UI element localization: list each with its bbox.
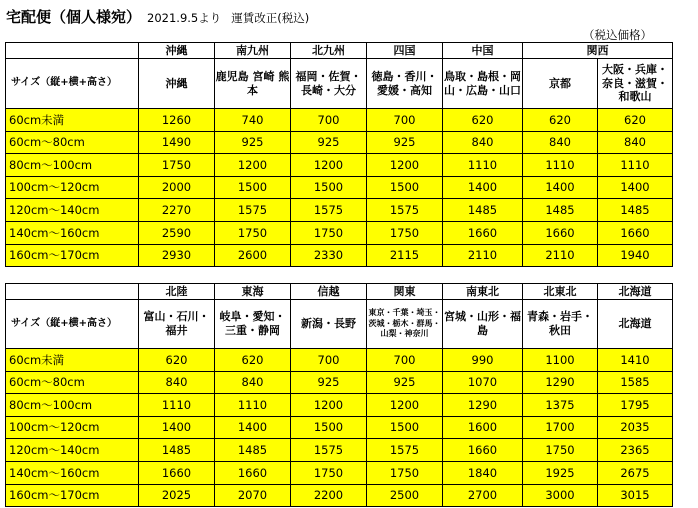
- price-cell: 1750: [215, 221, 291, 244]
- price-cell: 1575: [291, 439, 367, 462]
- size-cell: 80cm～100cm: [6, 154, 139, 177]
- prefecture-header: 徳島・香川・愛媛・高知: [367, 59, 443, 109]
- price-cell: 620: [215, 349, 291, 372]
- price-cell: 1260: [139, 109, 215, 132]
- price-cell: 1840: [443, 461, 523, 484]
- price-cell: 925: [215, 131, 291, 154]
- price-cell: 2365: [598, 439, 673, 462]
- price-cell: 1750: [523, 439, 598, 462]
- price-cell: 3000: [523, 484, 598, 507]
- price-cell: 620: [598, 109, 673, 132]
- price-cell: 2000: [139, 176, 215, 199]
- price-cell: 620: [523, 109, 598, 132]
- prefecture-header: 沖縄: [139, 59, 215, 109]
- price-cell: 1750: [139, 154, 215, 177]
- price-cell: 2035: [598, 416, 673, 439]
- region-header-row: [6, 43, 673, 59]
- price-cell: 2110: [443, 244, 523, 267]
- prefecture-header: 東京・千葉・埼玉・茨城・栃木・群馬・山梨・神奈川: [367, 300, 443, 349]
- price-cell: 740: [215, 109, 291, 132]
- price-cell: 2200: [291, 484, 367, 507]
- size-cell: 60cm未満: [6, 109, 139, 132]
- price-cell: 1500: [367, 416, 443, 439]
- price-cell: 1485: [139, 439, 215, 462]
- table-row: [6, 109, 673, 132]
- price-cell: 1700: [523, 416, 598, 439]
- region-header: 沖縄: [139, 43, 215, 59]
- price-cell: 1200: [215, 154, 291, 177]
- table-row: [6, 461, 673, 484]
- corner-cell: [6, 43, 139, 59]
- price-cell: 1750: [367, 461, 443, 484]
- table-row: [6, 154, 673, 177]
- size-cell: 160cm～170cm: [6, 244, 139, 267]
- price-cell: 1200: [291, 394, 367, 417]
- size-cell: 100cm～120cm: [6, 416, 139, 439]
- price-cell: 1070: [443, 371, 523, 394]
- size-cell: 140cm～160cm: [6, 221, 139, 244]
- price-cell: 2930: [139, 244, 215, 267]
- price-cell: 1750: [367, 221, 443, 244]
- price-cell: 1940: [598, 244, 673, 267]
- price-cell: 2270: [139, 199, 215, 222]
- prefecture-header-row: [6, 59, 673, 109]
- price-cell: 2675: [598, 461, 673, 484]
- price-cell: 2330: [291, 244, 367, 267]
- price-cell: 1400: [139, 416, 215, 439]
- price-cell: 2600: [215, 244, 291, 267]
- price-cell: 1375: [523, 394, 598, 417]
- region-header-row: [6, 284, 673, 300]
- prefecture-header: 岐阜・愛知・三重・静岡: [215, 300, 291, 349]
- price-cell: 1500: [291, 416, 367, 439]
- table-row: [6, 439, 673, 462]
- price-cell: 925: [367, 371, 443, 394]
- price-cell: 1485: [443, 199, 523, 222]
- price-cell: 1660: [443, 439, 523, 462]
- price-cell: 2700: [443, 484, 523, 507]
- price-cell: 1100: [523, 349, 598, 372]
- price-cell: 1660: [598, 221, 673, 244]
- size-cell: 140cm～160cm: [6, 461, 139, 484]
- price-cell: 2115: [367, 244, 443, 267]
- prefecture-header: 大阪・兵庫・奈良・滋賀・和歌山: [598, 59, 673, 109]
- price-cell: 2070: [215, 484, 291, 507]
- price-cell: 1200: [367, 154, 443, 177]
- table-row: [6, 221, 673, 244]
- size-cell: 60cm～80cm: [6, 131, 139, 154]
- region-header: 北海道: [598, 284, 673, 300]
- price-cell: 1750: [291, 221, 367, 244]
- price-cell: 1485: [598, 199, 673, 222]
- region-header: 南東北: [443, 284, 523, 300]
- price-cell: 620: [443, 109, 523, 132]
- size-cell: 120cm～140cm: [6, 199, 139, 222]
- region-header: 北九州: [291, 43, 367, 59]
- price-cell: 1575: [291, 199, 367, 222]
- price-cell: 1585: [598, 371, 673, 394]
- price-cell: 1110: [443, 154, 523, 177]
- size-cell: 100cm～120cm: [6, 176, 139, 199]
- region-header: 北陸: [139, 284, 215, 300]
- price-cell: 1110: [523, 154, 598, 177]
- region-header: 中国: [443, 43, 523, 59]
- size-column-header: サイズ（縦+横+高さ）: [6, 59, 139, 109]
- price-cell: 1750: [291, 461, 367, 484]
- price-cell: 1660: [523, 221, 598, 244]
- price-cell: 1500: [215, 176, 291, 199]
- prefecture-header: 鳥取・島根・岡山・広島・山口: [443, 59, 523, 109]
- price-cell: 1490: [139, 131, 215, 154]
- price-cell: 1500: [291, 176, 367, 199]
- price-cell: 840: [215, 371, 291, 394]
- page-title-area: [6, 6, 309, 27]
- price-cell: 925: [291, 131, 367, 154]
- price-cell: 925: [367, 131, 443, 154]
- prefecture-header: 富山・石川・福井: [139, 300, 215, 349]
- rate-table-west: [5, 42, 673, 267]
- price-cell: 1200: [291, 154, 367, 177]
- price-cell: 1660: [215, 461, 291, 484]
- prefecture-header-row: [6, 300, 673, 349]
- size-cell: 60cm未満: [6, 349, 139, 372]
- region-header: 信越: [291, 284, 367, 300]
- table-row: [6, 394, 673, 417]
- region-header: 東海: [215, 284, 291, 300]
- tax-included-note: （税込価格）: [583, 28, 652, 42]
- price-cell: 1400: [215, 416, 291, 439]
- price-cell: 1660: [139, 461, 215, 484]
- size-cell: 120cm～140cm: [6, 439, 139, 462]
- size-cell: 60cm～80cm: [6, 371, 139, 394]
- price-cell: 1575: [215, 199, 291, 222]
- corner-cell: [6, 284, 139, 300]
- price-cell: 1400: [523, 176, 598, 199]
- price-cell: 1410: [598, 349, 673, 372]
- table-row: [6, 484, 673, 507]
- price-cell: 1290: [443, 394, 523, 417]
- prefecture-header: 新潟・長野: [291, 300, 367, 349]
- prefecture-header: 福岡・佐賀・長崎・大分: [291, 59, 367, 109]
- prefecture-header: 北海道: [598, 300, 673, 349]
- price-cell: 700: [291, 349, 367, 372]
- price-cell: 1110: [598, 154, 673, 177]
- price-cell: 2110: [523, 244, 598, 267]
- price-cell: 2025: [139, 484, 215, 507]
- price-cell: 1575: [367, 199, 443, 222]
- price-cell: 840: [139, 371, 215, 394]
- price-cell: 1600: [443, 416, 523, 439]
- price-cell: 1290: [523, 371, 598, 394]
- region-header: 四国: [367, 43, 443, 59]
- page-title: 宅配便（個人様宛）: [6, 8, 142, 26]
- price-cell: 1485: [215, 439, 291, 462]
- rate-table-east: [5, 283, 673, 507]
- prefecture-header: 青森・岩手・秋田: [523, 300, 598, 349]
- price-cell: 2500: [367, 484, 443, 507]
- prefecture-header: 京都: [523, 59, 598, 109]
- price-cell: 3015: [598, 484, 673, 507]
- price-cell: 1110: [139, 394, 215, 417]
- price-cell: 840: [523, 131, 598, 154]
- price-cell: 1400: [598, 176, 673, 199]
- price-cell: 1400: [443, 176, 523, 199]
- price-cell: 1500: [367, 176, 443, 199]
- price-cell: 2590: [139, 221, 215, 244]
- region-header: 関東: [367, 284, 443, 300]
- table-row: [6, 199, 673, 222]
- region-header: 南九州: [215, 43, 291, 59]
- table-row: [6, 416, 673, 439]
- price-cell: 990: [443, 349, 523, 372]
- prefecture-header: 宮城・山形・福島: [443, 300, 523, 349]
- price-cell: 1110: [215, 394, 291, 417]
- price-cell: 1660: [443, 221, 523, 244]
- price-cell: 925: [291, 371, 367, 394]
- table-row: [6, 349, 673, 372]
- region-header: 北東北: [523, 284, 598, 300]
- price-cell: 620: [139, 349, 215, 372]
- size-column-header: サイズ（縦+横+高さ）: [6, 300, 139, 349]
- effective-date: 2021.9.5より: [147, 11, 222, 25]
- price-cell: 840: [443, 131, 523, 154]
- size-cell: 160cm～170cm: [6, 484, 139, 507]
- price-cell: 1795: [598, 394, 673, 417]
- revision-note: 運賃改正(税込): [231, 11, 310, 25]
- table-row: [6, 131, 673, 154]
- price-cell: 1485: [523, 199, 598, 222]
- price-cell: 840: [598, 131, 673, 154]
- table-row: [6, 244, 673, 267]
- price-cell: 700: [291, 109, 367, 132]
- price-cell: 1575: [367, 439, 443, 462]
- price-cell: 700: [367, 109, 443, 132]
- price-cell: 700: [367, 349, 443, 372]
- prefecture-header: 鹿児島 宮崎 熊本: [215, 59, 291, 109]
- price-cell: 1200: [367, 394, 443, 417]
- region-header: 関西: [523, 43, 673, 59]
- table-row: [6, 176, 673, 199]
- table-row: [6, 371, 673, 394]
- size-cell: 80cm～100cm: [6, 394, 139, 417]
- price-cell: 1925: [523, 461, 598, 484]
